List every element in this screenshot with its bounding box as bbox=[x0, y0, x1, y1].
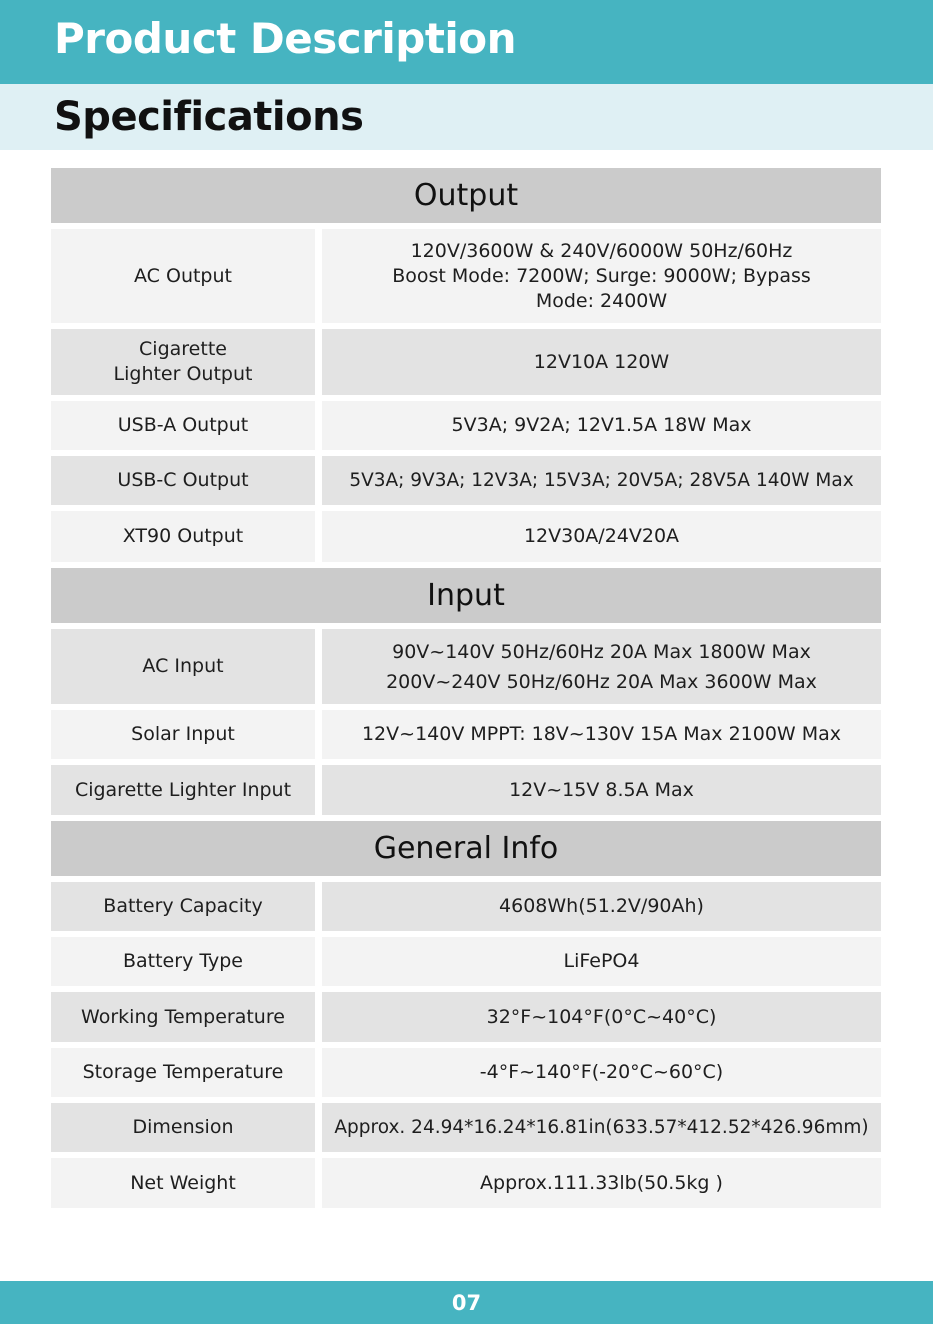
row-label: Solar Input bbox=[51, 710, 315, 759]
section-heading-input: Input bbox=[51, 568, 881, 623]
row-label: Storage Temperature bbox=[51, 1048, 315, 1097]
row-value: 32°F~104°F(0°C~40°C) bbox=[322, 992, 881, 1042]
row-label: USB-C Output bbox=[51, 456, 315, 505]
table-row bbox=[51, 329, 881, 395]
table-row bbox=[51, 992, 881, 1042]
row-value: 5V3A; 9V2A; 12V1.5A 18W Max bbox=[322, 401, 881, 450]
row-label: Working Temperature bbox=[51, 992, 315, 1042]
table-row bbox=[51, 511, 881, 562]
row-value: 12V30A/24V20A bbox=[322, 511, 881, 562]
section-title: Specifications bbox=[54, 94, 364, 140]
row-label: USB-A Output bbox=[51, 401, 315, 450]
row-value: Approx.111.33lb(50.5kg ) bbox=[322, 1158, 881, 1208]
row-label: Cigarette Lighter Output bbox=[51, 329, 315, 395]
table-row bbox=[51, 1048, 881, 1097]
row-label: Net Weight bbox=[51, 1158, 315, 1208]
table-row bbox=[51, 456, 881, 505]
table-row bbox=[51, 229, 881, 323]
subheader-bar bbox=[0, 84, 933, 150]
row-label: Dimension bbox=[51, 1103, 315, 1152]
row-label: AC Input bbox=[51, 629, 315, 704]
row-label: Cigarette Lighter Input bbox=[51, 765, 315, 815]
table-row bbox=[51, 1103, 881, 1152]
row-value: -4°F~140°F(-20°C~60°C) bbox=[322, 1048, 881, 1097]
header-bar bbox=[0, 0, 933, 84]
table-row bbox=[51, 710, 881, 759]
row-label: XT90 Output bbox=[51, 511, 315, 562]
table-row bbox=[51, 1158, 881, 1208]
row-value: 120V/3600W & 240V/6000W 50Hz/60Hz Boost Mode: 7200W; Surge: 9000W; Bypass Mode: 2400W bbox=[322, 229, 881, 323]
row-value: 4608Wh(51.2V/90Ah) bbox=[322, 882, 881, 931]
table-row bbox=[51, 937, 881, 986]
table-row bbox=[51, 629, 881, 704]
row-value: 90V~140V 50Hz/60Hz 20A Max 1800W Max 200V~240V 50Hz/60Hz 20A Max 3600W Max bbox=[322, 629, 881, 704]
table-row bbox=[51, 765, 881, 815]
section-heading-general-info: General Info bbox=[51, 821, 881, 876]
row-value: 12V~140V MPPT: 18V~130V 15A Max 2100W Max bbox=[322, 710, 881, 759]
row-label: Battery Type bbox=[51, 937, 315, 986]
table-row bbox=[51, 401, 881, 450]
row-label: Battery Capacity bbox=[51, 882, 315, 931]
row-value: 5V3A; 9V3A; 12V3A; 15V3A; 20V5A; 28V5A 140W Max bbox=[322, 456, 881, 505]
row-value: 12V~15V 8.5A Max bbox=[322, 765, 881, 815]
page-number: 07 bbox=[451, 1290, 482, 1315]
table-row bbox=[51, 882, 881, 931]
row-label: AC Output bbox=[51, 229, 315, 323]
row-value: 12V10A 120W bbox=[322, 329, 881, 395]
section-heading-output: Output bbox=[51, 168, 881, 223]
spec-table bbox=[51, 168, 881, 1214]
footer-bar bbox=[0, 1281, 933, 1324]
row-value: LiFePO4 bbox=[322, 937, 881, 986]
row-value: Approx. 24.94*16.24*16.81in(633.57*412.52*426.96mm) bbox=[322, 1103, 881, 1152]
page-title: Product Description bbox=[54, 14, 517, 63]
